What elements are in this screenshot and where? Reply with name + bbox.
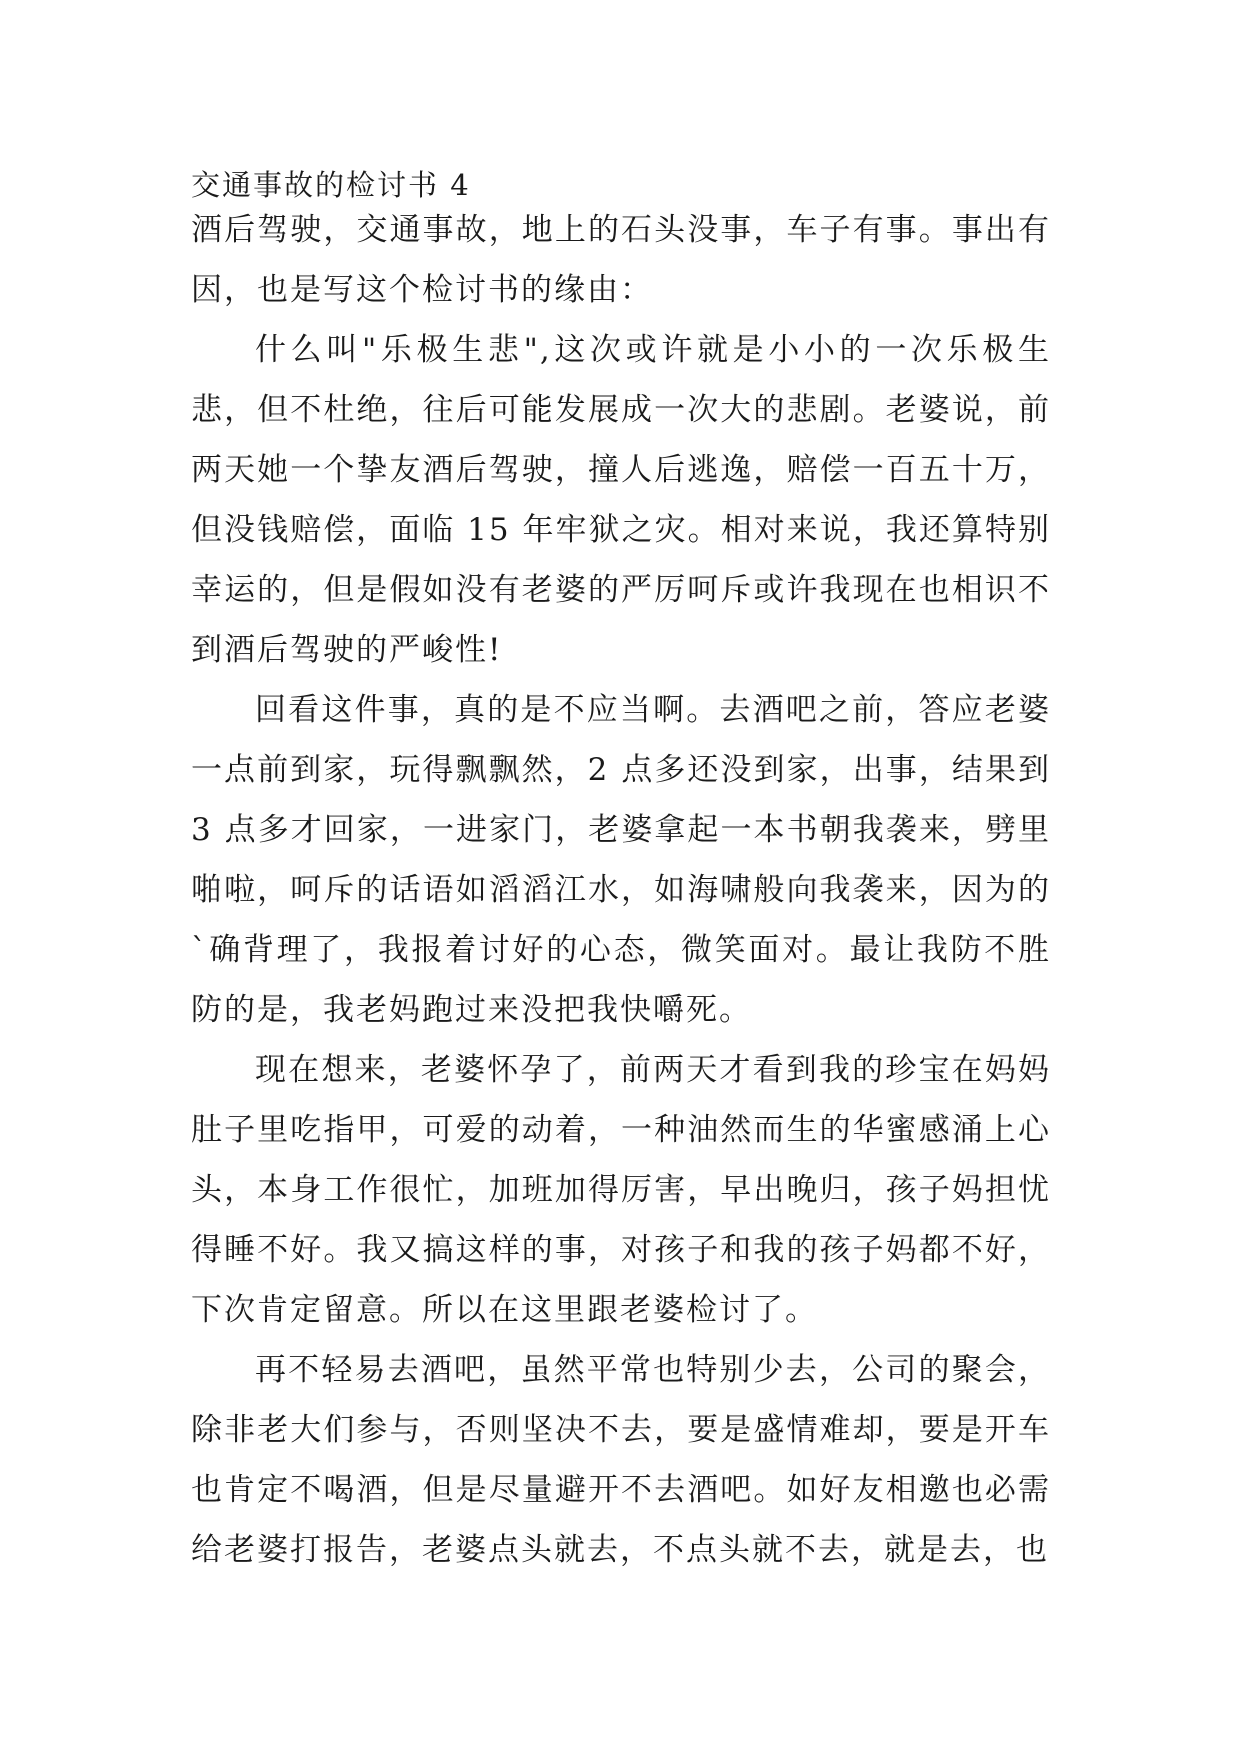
paragraph-4: 现在想来，老婆怀孕了，前两天才看到我的珍宝在妈妈肚子里吃指甲，可爱的动着，一种油然而生的华蜜感涌上心头，本身工作很忙，加班加得厉害，早出晚归，孩子妈担忧得睡不好。我又搞这样的事，对孩子和我的孩子妈都不好，下次肯定留意。所以在这里跟老婆检讨了。 [191, 1052, 1051, 1328]
paragraph-5: 再不轻易去酒吧，虽然平常也特别少去，公司的聚会，除非老大们参与，否则坚决不去，要是盛情难却，要是开车也肯定不喝酒，但是尽量避开不去酒吧。如好友相邀也必需给老婆打报告，老婆点头就去，不点头就不去，就是去，也 [191, 1352, 1051, 1568]
document-title: 交通事故的检讨书 4 [191, 168, 471, 202]
paragraph-2: 什么叫"乐极生悲",这次或许就是小小的一次乐极生悲，但不杜绝，往后可能发展成一次大的悲剧。老婆说，前两天她一个挚友酒后驾驶，撞人后逃逸，赔偿一百五十万，但没钱赔偿，面临 15 年牢狱之灾。相对来说，我还算特别幸运的，但是假如没有老婆的严厉呵斥或许我现在也相识不到酒后驾驶的严峻性! [191, 332, 1051, 668]
paragraph-3: 回看这件事，真的是不应当啊。去酒吧之前，答应老婆一点前到家，玩得飘飘然，2 点多还没到家，出事，结果到 3 点多才回家，一进家门，老婆拿起一本书朝我袭来，劈里啪啦，呵斥的话语如滔滔江水，如海啸般向我袭来，因为的`确背理了，我报着讨好的心态，微笑面对。最让我防不胜防的是，我老妈跑过来没把我快嚼死。 [191, 692, 1051, 1028]
document-body [191, 200, 1051, 1580]
paragraph-1: 酒后驾驶，交通事故，地上的石头没事，车子有事。事出有因，也是写这个检讨书的缘由： [191, 212, 1051, 308]
